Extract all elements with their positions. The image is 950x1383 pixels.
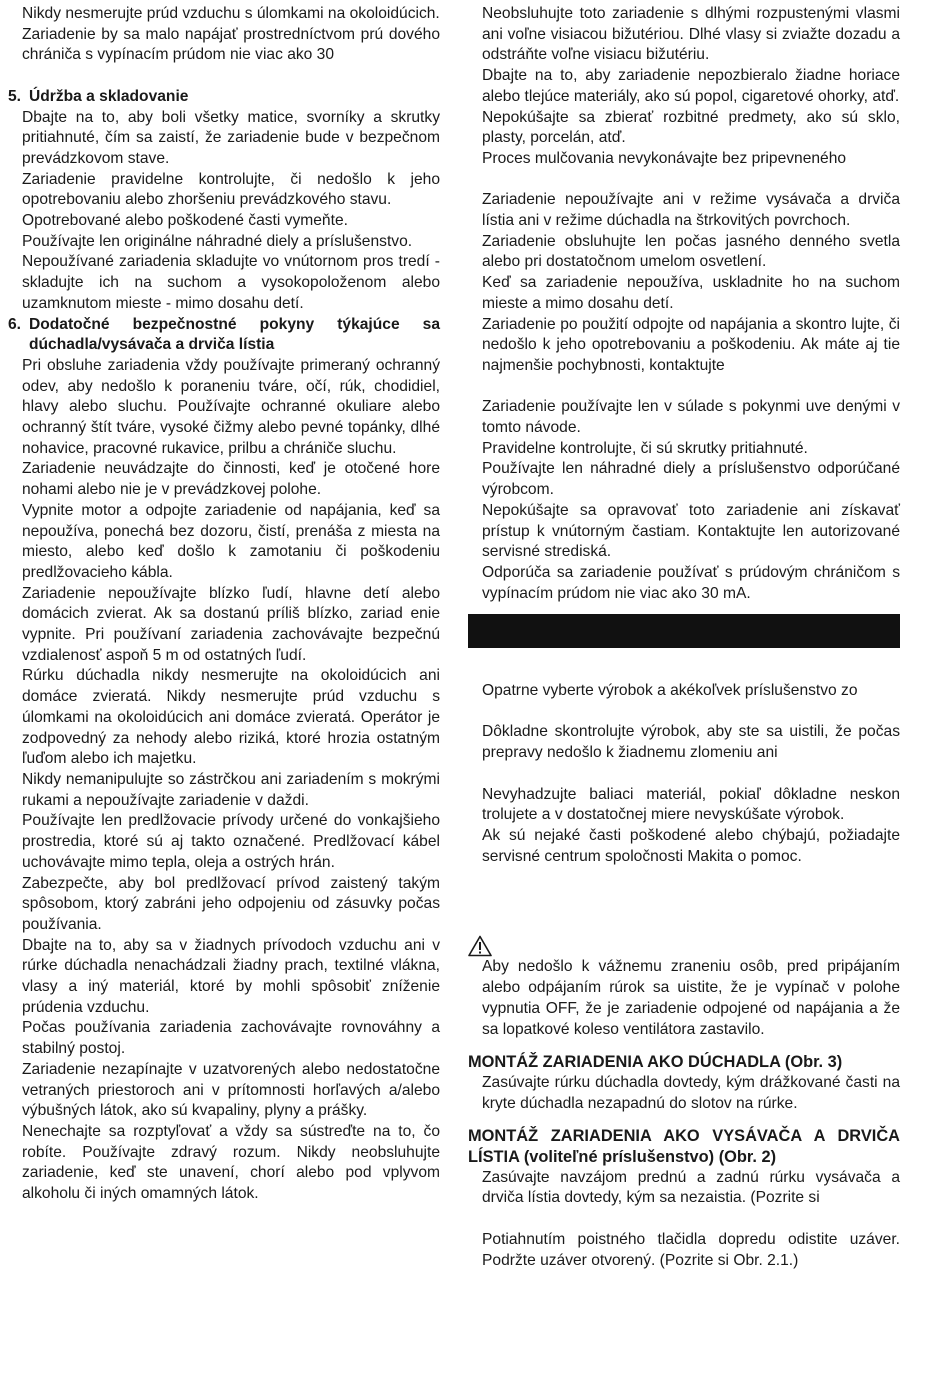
paragraph: Dbajte na to, aby zariadenie nepozbieralo žiadne horiace alebo tlejúce materiály, ako sú popol, cigaretové ohorky, atď. [482, 67, 900, 105]
paragraph: Neobsluhujte toto zariadenie s dlhými rozpustenými vlasmi ani voľne visiacou bižutériou. Dlhé vlasy si zviažte dozadu a odstráňte voľne visiacu bižutériu. [482, 5, 900, 64]
paragraph: Zasúvajte rúrku dúchadla dovtedy, kým drážkované časti na kryte dúchadla nezapadnú do slotov na rúrke. [482, 1073, 900, 1112]
paragraph: Vypnite motor a odpojte zariadenie od napájania, keď sa nepoužíva, ponechá bez dozoru, čistí, prenáša z miesta na miesto, alebo keď došlo k zamotaniu či poškodeniu predlžovacieho kábla. [22, 501, 440, 581]
paragraph: Nenechajte sa rozptyľovať a vždy sa sústreďte na to, čo robíte. Používajte zdravý rozum. Nikdy neobsluhujte zariadenie, keď ste unavení, chorí alebo pod vplyvom alkoholu či iných omamných látok. [22, 1122, 440, 1203]
paragraph: Zariadenie pravidelne kontrolujte, či nedošlo k jeho opotrebovaniu alebo zhoršeniu prevádzkového stavu. [22, 170, 440, 209]
paragraph: Zasúvajte navzájom prednú a zadnú rúrku vysávača a drviča lístia dovtedy, kým sa nezaistia. (Pozrite si [482, 1168, 900, 1207]
paragraph: Zariadenie by sa malo napájať prostredníctvom prú dového chrániča s vypínacím prúdom nie viac ako 30 [22, 25, 440, 64]
left-column [8, 4, 440, 1205]
paragraph: Opotrebované alebo poškodené časti vymeňte. [22, 212, 348, 230]
paragraph: Používajte len náhradné diely a príslušenstvo odporúčané výrobcom. [482, 460, 900, 499]
paragraph: Zariadenie neuvádzajte do činnosti, keď je otočené hore nohami alebo nie je v prevádzkovej polohe. [22, 460, 440, 499]
section-number: 6. [8, 315, 22, 333]
paragraph: Nepokúšajte sa opravovať toto zariadenie ani získavať prístup k vnútorným častiam. Kontaktujte len autorizované servisné strediská. [482, 501, 900, 561]
paragraph: Zariadenie používajte len v súlade s pokynmi uve denými v tomto návode. [482, 398, 900, 437]
paragraph: Nepokúšajte sa zbierať rozbitné predmety, ako sú sklo, plasty, porcelán, atď. [482, 108, 900, 147]
paragraph: Zariadenie obsluhujte len počas jasného denného svetla alebo pri dostatočnom umelom osvetlení. [482, 232, 900, 271]
section-6-heading [8, 315, 440, 356]
paragraph: Nikdy nemanipulujte so zástrčkou ani zariadením s mokrými rukami a nepoužívajte zariadenie v daždi. [22, 771, 440, 809]
spacer [468, 702, 900, 723]
spacer [468, 377, 900, 398]
paragraph: Odporúča sa zariadenie používať s prúdovým chráničom s vypínacím prúdom nie viac ako 30 mA. [482, 563, 900, 602]
section-header-bar [468, 614, 900, 648]
spacer [8, 66, 440, 87]
paragraph: Zariadenie po použití odpojte od napájania a skontro lujte, či nedošlo k jeho opotrebovaniu a poškodeniu. Ak máte aj tie najmenšie pochybnosti, kontaktujte [482, 315, 900, 374]
paragraph: Zariadenie nepoužívajte ani v režime vysávača a drviča lístia ani v režime dúchadla na štrkovitých povrchoch. [482, 191, 900, 230]
paragraph: Počas používania zariadenia zachovávajte rovnováhny a stabilný postoj. [22, 1019, 440, 1058]
warning-triangle-icon [468, 935, 900, 957]
paragraph: Dôkladne skontrolujte výrobok, aby ste sa uistili, že počas prepravy nedošlo k žiadnemu zlomeniu ani [482, 723, 900, 762]
paragraph: Pravidelne kontrolujte, či sú skrutky pritiahnuté. [482, 439, 808, 457]
paragraph: Zariadenie nepoužívajte blízko ľudí, hlavne detí alebo domácich zvierat. Ak sa dostanú príliš blízko, zariad enie vypnite. Pri používaní zariadenia zachovávajte bezpečnú vzdialenosť aspoň 5 m od ostatných ľudí. [22, 584, 440, 664]
spacer [468, 909, 900, 930]
paragraph: Proces mulčovania nevykonávajte bez pripevneného [482, 149, 847, 167]
spacer [468, 764, 900, 785]
section-number: 5. [8, 87, 22, 105]
section-title: Dodatočné bezpečnostné pokyny týkajúce sa dúchadla/vysávača a drviča lístia [29, 315, 440, 354]
spacer [468, 867, 900, 888]
section-title: Údržba a skladovanie [29, 87, 189, 105]
section-5-heading [8, 87, 440, 108]
paragraph: Opatrne vyberte výrobok a akékoľvek príslušenstvo zo [482, 682, 858, 700]
right-column [468, 4, 900, 1271]
paragraph: Ak sú nejaké časti poškodené alebo chýbajú, požiadajte servisné centrum spoločnosti Makita o pomoc. [482, 826, 900, 865]
paragraph: Dbajte na to, aby boli všetky matice, svorníky a skrutky pritiahnuté, čím sa zaistí, že zariadenie bude v bezpečnom prevádzkovom stave. [22, 108, 440, 167]
paragraph: Zariadenie nezapínajte v uzatvorených alebo nedostatočne vetraných priestoroch ani v prítomnosti horľavých a/alebo výbušných látok, ako sú kvapaliny, plyny a prášky. [22, 1060, 440, 1120]
paragraph: Potiahnutím poistného tlačidla dopredu odistite uzáver. Podržte uzáver otvorený. (Pozrite si Obr. 2.1.) [482, 1230, 900, 1269]
paragraph: Keď sa zariadenie nepoužíva, uskladnite ho na suchom mieste a mimo dosahu detí. [482, 274, 900, 312]
paragraph: Rúrku dúchadla nikdy nesmerujte na okoloidúcich ani domáce zvieratá. Nikdy nesmerujte prúd vzduchu s úlomkami na okoloidúcich ani domáce zvieratá. Operátor je zodpovedný za nehody alebo riziká, ktoré hrozia ostatným ľuďom alebo ich majetku. [22, 667, 440, 768]
spacer [468, 1209, 900, 1230]
spacer [468, 888, 900, 909]
blower-assembly-heading: MONTÁŽ ZARIADENIA AKO DÚCHADLA (Obr. 3) [468, 1053, 843, 1072]
paragraph: Pri obsluhe zariadenia vždy používajte primeraný ochranný odev, aby nedošlo k poraneniu tváre, očí, rúk, chodidiel, hlavy alebo sluchu. Používajte ochranné okuliare alebo ochranný štít tváre, vysoké čižmy alebo pevné topánky, dlhé nohavice, pracovné rukavice, prilbu a chrániče sluchu. [22, 356, 440, 457]
paragraph: Nepoužívané zariadenia skladujte vo vnútornom pros tredí - skladujte ich na suchom a vysokopoloženom alebo uzamknutom mieste - mimo dosahu detí. [22, 253, 440, 312]
spacer [468, 660, 900, 681]
paragraph: Používajte len originálne náhradné diely a príslušenstvo. [22, 232, 413, 250]
paragraph: Nevyhadzujte baliaci materiál, pokiaľ dôkladne neskon trolujete a v dostatočnej miere nevyskúšate výrobok. [482, 785, 900, 824]
warning-text: Aby nedošlo k vážnemu zraneniu osôb, pred pripájaním alebo odpájaním rúrok sa uistite, že je vypínač v polohe vypnutia OFF, že je zariadenie odpojené od napájania a že sa lopatkové koleso ventilátora zastavilo. [482, 958, 900, 1038]
paragraph: Používajte len predlžovacie prívody určené do vonkajšieho prostredia, ktoré sú aj takto označené. Predlžovací kábel uchovávajte mimo tepla, oleja a ostrých hrán. [22, 812, 440, 871]
paragraph: Zabezpečte, aby bol predlžovací prívod zaistený takým spôsobom, ktorý zabráni jeho odpojeniu od zásuvky počas používania. [22, 874, 440, 933]
paragraph: Nikdy nesmerujte prúd vzduchu s úlomkami na okoloidúcich. [22, 5, 440, 22]
spacer [468, 170, 900, 191]
paragraph: Dbajte na to, aby sa v žiadnych prívodoch vzduchu ani v rúrke dúchadla nenachádzali žiadny prach, textilné vlákna, vlasy a iný materiál, ktoré by mohli spôsobiť zníženie prúdenia vzduchu. [22, 936, 440, 1016]
vacuum-assembly-heading: MONTÁŽ ZARIADENIA AKO VYSÁVAČA A DRVIČA LÍSTIA (voliteľné príslušenstvo) (Obr. 2) [468, 1127, 900, 1167]
